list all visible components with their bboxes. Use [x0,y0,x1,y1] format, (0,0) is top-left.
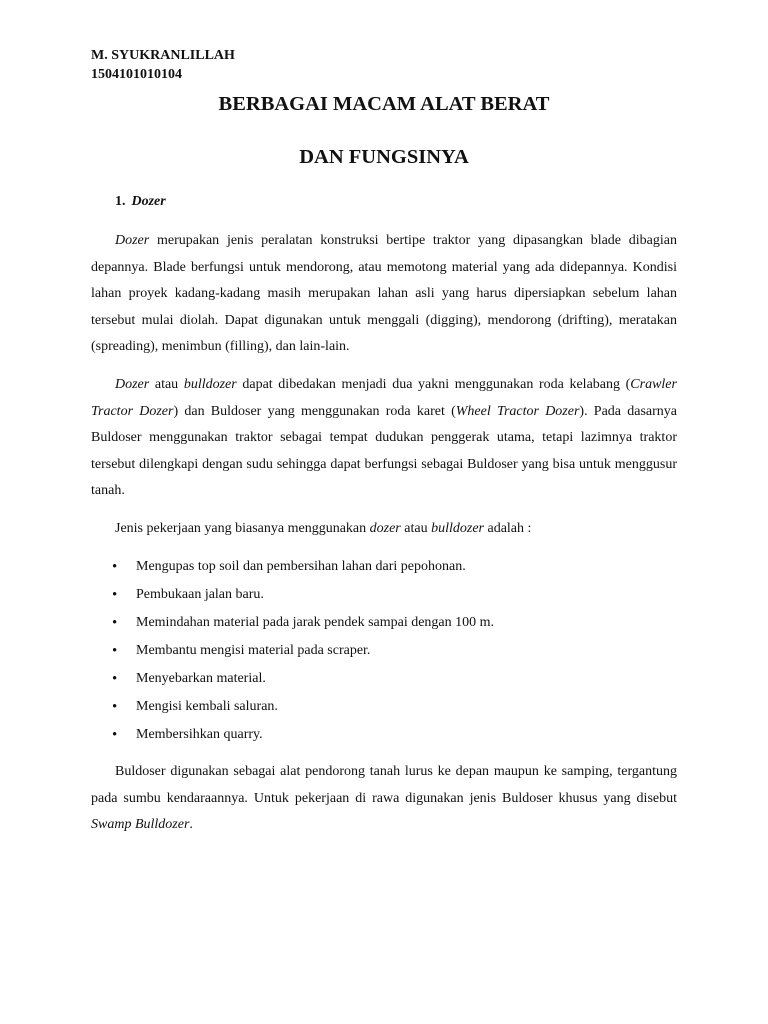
paragraph-1 [91,228,677,361]
author-block [91,46,235,84]
list-item: • Mengisi kembali saluran. [112,693,494,721]
list-item: • Menyebarkan material. [112,665,494,693]
paragraph-2-text: dapat dibedakan menjadi dua yakni menggunakan roda kelabang ( [236,377,631,392]
paragraph-4-text: Buldoser digunakan sebagai alat pendorong tanah lurus ke depan maupun ke samping, tergantung pada sumbu kendaraannya. Untuk pekerjaan di rawa digunakan jenis Buldoser khusus yang disebut [91,764,677,806]
paragraph-2-text: ) dan Buldoser yang menggunakan roda karet ( [173,403,456,419]
bullet-list [112,553,494,749]
list-item: • Pembukaan jalan baru. [112,581,494,609]
paragraph-1-text: merupakan jenis peralatan konstruksi bertipe traktor yang dipasangkan blade dibagian depannya. Blade berfungsi untuk mendorong, atau memotong material yang ada didepannya. Kondisi lahan proyek kadang-kadang masih merupakan lahan asli yang harus dipersiapkan sebelum lahan tersebut mulai diolah. Dapat digunakan untuk menggali (digging), mendorong (drifting), meratakan (spreading), menimbun (filling), dan lain-lain. [91,233,677,355]
section-name: Dozer [131,194,166,209]
term-dozer: dozer [369,521,401,536]
paragraph-3-text: Jenis pekerjaan yang biasanya menggunakan [115,521,370,536]
list-item: • Memindahan material pada jarak pendek sampai dengan 100 m. [112,609,494,637]
paragraph-2-text: ). Pada dasarnya Buldoser menggunakan traktor sebagai tempat dudukan penggerak utama, tetapi lazimnya traktor tersebut dilengkapi dengan sudu sehingga dapat berfungsi sebagai Buldoser yang bisa untuk menggusur tanah. [91,403,678,499]
paragraph-4-text: . [189,817,193,833]
title-line-1: BERBAGAI MACAM ALAT BERAT [218,93,550,115]
paragraph-2 [91,372,677,505]
term-bulldozer: bulldozer [183,377,237,392]
author-name: M. SYUKRANLILLAH [91,48,235,63]
term-swamp-bulldozer: Swamp Bulldozer [91,817,190,833]
list-item: • Membersihkan quarry. [112,721,494,749]
term-dozer: Dozer [115,377,150,392]
term-crawler-tractor-dozer: Crawler Tractor Dozer [91,377,677,419]
term-wheel-tractor-dozer: Wheel Tractor Dozer [455,403,580,419]
paragraph-4 [91,759,677,839]
author-id: 1504101010104 [91,67,182,82]
paragraph-3 [91,516,677,543]
list-item: • Membantu mengisi material pada scraper. [112,637,494,665]
paragraph-2-text: atau [149,377,184,392]
term-dozer: Dozer [115,233,150,248]
paragraph-3-text: atau [400,521,432,536]
paragraph-3-text: adalah : [483,521,532,536]
term-bulldozer: bulldozer [431,521,484,536]
section-heading [115,194,166,210]
section-number: 1. [115,194,126,209]
title-line-2: DAN FUNGSINYA [299,146,469,168]
list-item: • Mengupas top soil dan pembersihan lahan dari pepohonan. [112,553,494,581]
